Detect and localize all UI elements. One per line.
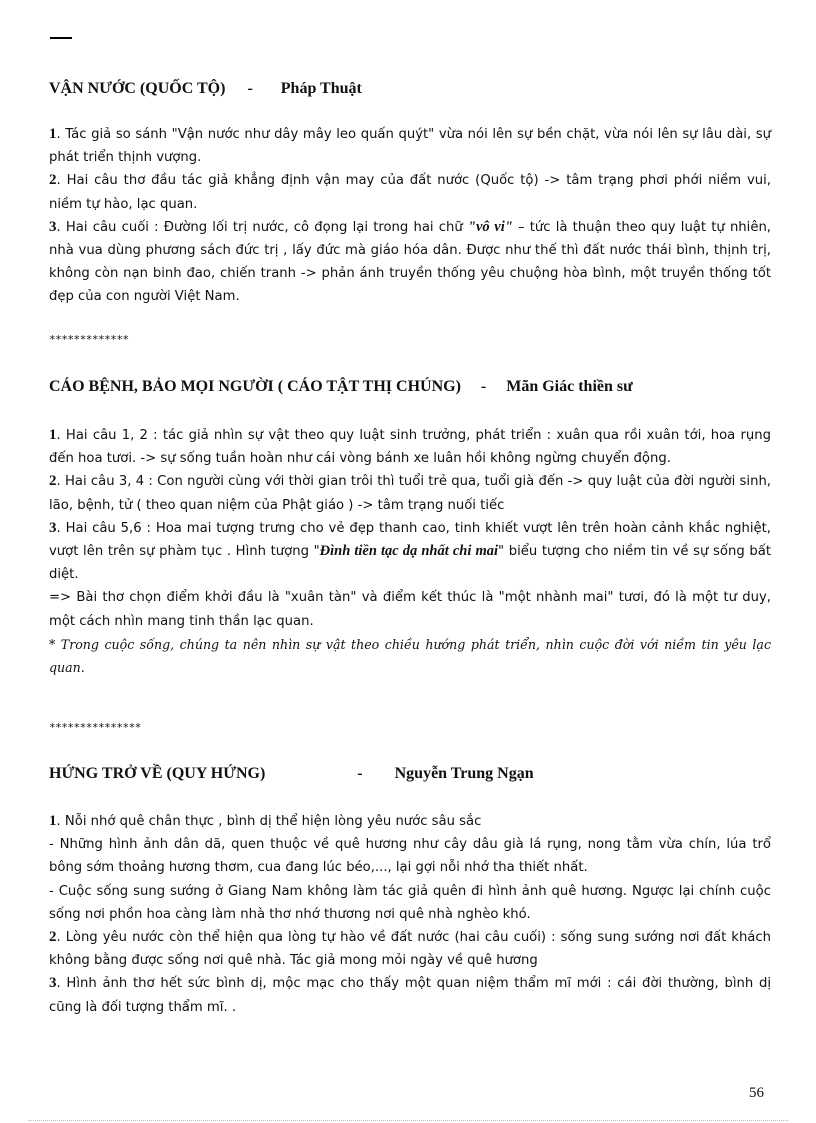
separator: *************** — [49, 721, 141, 734]
heading-title: CÁO BỆNH, BẢO MỌI NGƯỜI ( CÁO TẬT THỊ CHÚNG) — [49, 378, 461, 395]
paragraph: 1. Hai câu 1, 2 : tác giả nhìn sự vật theo quy luật sinh trưởng, phát triển : xuân qua rồi xuân tới, hoa rụng đến hoa tươi. -> sự sống tuần hoàn như cái vòng bánh xe luân hồi không ngừng chuyển động. — [49, 427, 771, 467]
section-heading-3 — [49, 765, 534, 783]
section-heading-2 — [49, 378, 633, 396]
paragraph: 2. Lòng yêu nước còn thể hiện qua lòng tự hào về đất nước (hai câu cuối) : sống sung sướng nơi đất khách không bằng được sống nơi quê nhà. Tác giả mong mỏi ngày về quê hương — [49, 929, 771, 969]
paragraph: 3. Hai câu 5,6 : Hoa mai tượng trưng cho vẻ đẹp thanh cao, tinh khiết vượt lên trên hoàn cảnh khắc nghiệt, vượt lên trên sự phàm tục . Hình tượng "Đình tiền tạc dạ nhất chi mai" biểu tượng cho niềm tin về sự sống bất diệt. — [49, 519, 771, 583]
top-dash — [50, 37, 72, 39]
paragraph: => Bài thơ chọn điểm khởi đầu là "xuân tàn" và điểm kết thúc là "một nhành mai" tươi, đó là một tư duy, một cách nhìn mang tinh thần lạc quan. — [49, 590, 771, 629]
heading-dash: - — [480, 378, 487, 395]
paragraph: - Cuộc sống sung sướng ở Giang Nam không làm tác giả quên đi hình ảnh quê hương. Ngược lại chính cuộc sống nơi phồn hoa càng làm nhà thơ nhớ thương nơi quê nhà nghèo khó. — [49, 883, 771, 922]
footer-divider — [28, 1120, 788, 1121]
heading-author: Mãn Giác thiền sư — [506, 378, 633, 395]
paragraph: - Những hình ảnh dân dã, quen thuộc về quê hương như cây dâu già lá rụng, nong tằm vừa chín, lúa trổ bông sớm thoảng hương thơm, cua đang lúc béo,..., lại gợi nỗi nhớ tha thiết nhất. — [49, 837, 771, 876]
paragraph: 3. Hình ảnh thơ hết sức bình dị, mộc mạc cho thấy một quan niệm thẩm mĩ mới : cái đời thường, bình dị cũng là đối tượng thẩm mĩ. . — [49, 975, 771, 1015]
page-number: 56 — [749, 1085, 764, 1101]
separator: ************* — [49, 333, 129, 346]
heading-dash: - — [357, 765, 363, 782]
paragraph: 1. Tác giả so sánh "Vận nước như dây mây leo quấn quýt" vừa nói lên sự bền chặt, vừa nói lên sự lâu dài, sự phát triển thịnh vượng. — [49, 126, 771, 166]
paragraph: 3. Hai câu cuối : Đường lối trị nước, cô đọng lại trong hai chữ "vô vi" – tức là thuận theo quy luật tự nhiên, nhà vua dùng phương sách đức trị , lấy đức mà giáo hóa dân. Được như thế thì đất nước thái bình, thịnh trị, không còn nạn binh đao, chiến tranh -> phản ánh truyền thống yêu chuộng hòa bình, một truyền thống tốt đẹp của con người Việt Nam. — [49, 218, 771, 305]
heading-title: VẬN NƯỚC (QUỐC TỘ) — [49, 80, 226, 97]
heading-author: Nguyễn Trung Ngạn — [394, 765, 534, 782]
paragraph: 2. Hai câu thơ đầu tác giả khẳng định vận may của đất nước (Quốc tộ) -> tâm trạng phơi phới niềm vui, niềm tự hào, lạc quan. — [49, 172, 771, 212]
heading-dash: - — [247, 80, 253, 97]
section-body-1 — [49, 123, 771, 309]
heading-author: Pháp Thuật — [280, 80, 362, 97]
section-body-3 — [49, 810, 771, 1019]
note-paragraph: * Trong cuộc sống, chúng ta nên nhìn sự vật theo chiều hướng phát triển, nhìn cuộc đời với niềm tin yêu lạc quan. — [49, 636, 771, 676]
paragraph: 2. Hai câu 3, 4 : Con người cùng với thời gian trôi thì tuổi trẻ qua, tuổi già đến -> quy luật của đời người sinh, lão, bệnh, tử ( theo quan niệm của Phật giáo ) -> tâm trạng nuối tiếc — [49, 473, 771, 513]
section-heading-1 — [49, 80, 362, 98]
section-body-2 — [49, 424, 771, 679]
heading-title: HỨNG TRỞ VỀ (QUY HỨNG) — [49, 765, 266, 782]
paragraph: 1. Nỗi nhớ quê chân thực , bình dị thể hiện lòng yêu nước sâu sắc — [49, 813, 482, 829]
